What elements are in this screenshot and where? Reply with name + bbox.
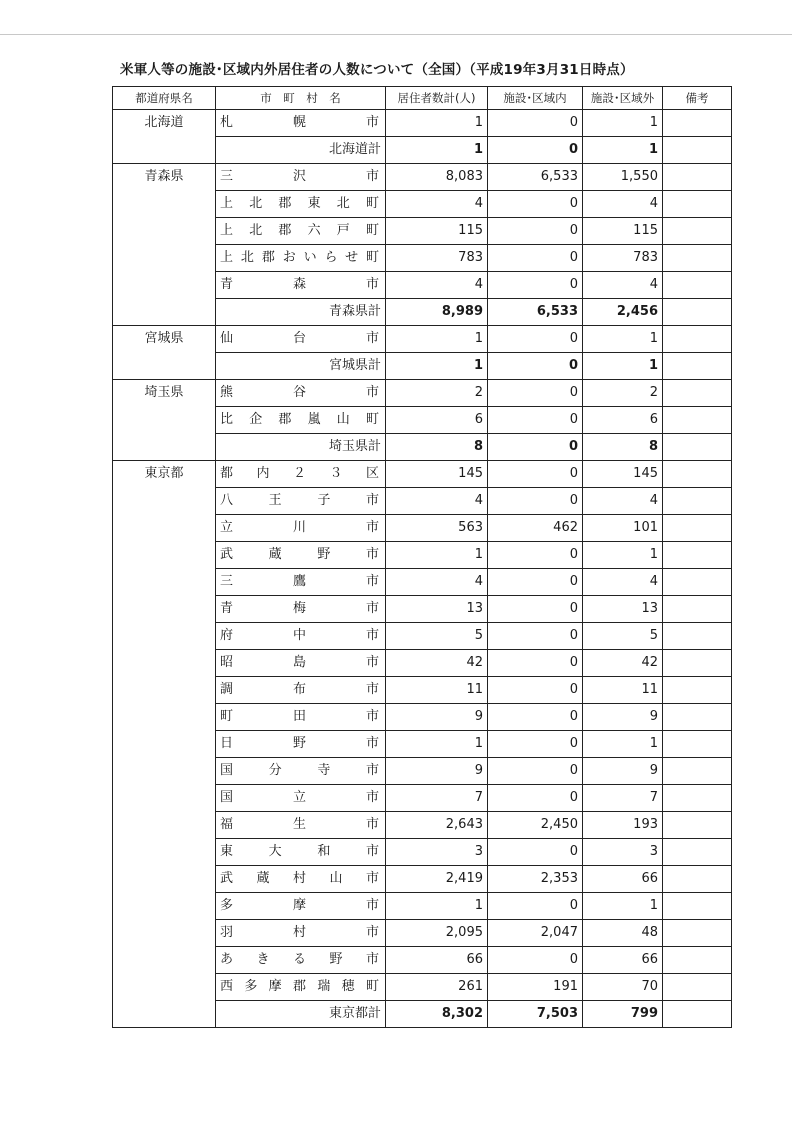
table-body: [113, 110, 732, 1028]
municipality-cell: 青森市: [216, 272, 386, 299]
outside-cell: 3: [583, 839, 663, 866]
municipality-cell: 三鷹市: [216, 569, 386, 596]
notes-cell: [663, 110, 732, 137]
municipality-cell: 熊谷市: [216, 380, 386, 407]
notes-cell: [663, 515, 732, 542]
notes-cell: [663, 299, 732, 326]
notes-cell: [663, 785, 732, 812]
inside-cell: 0: [488, 461, 583, 488]
total-cell: 42: [386, 650, 488, 677]
municipality-cell: 東大和市: [216, 839, 386, 866]
outside-cell: 115: [583, 218, 663, 245]
outside-cell: 783: [583, 245, 663, 272]
subtotal-inside-cell: 0: [488, 434, 583, 461]
total-cell: 4: [386, 488, 488, 515]
outside-cell: 1: [583, 326, 663, 353]
notes-cell: [663, 353, 732, 380]
prefecture-cell: 青森県: [113, 164, 216, 326]
municipality-cell: 調布市: [216, 677, 386, 704]
outside-cell: 42: [583, 650, 663, 677]
outside-cell: 11: [583, 677, 663, 704]
inside-cell: 0: [488, 542, 583, 569]
municipality-cell: 立川市: [216, 515, 386, 542]
total-cell: 9: [386, 758, 488, 785]
subtotal-outside-cell: 799: [583, 1001, 663, 1028]
subtotal-outside-cell: 1: [583, 137, 663, 164]
total-cell: 1: [386, 110, 488, 137]
notes-cell: [663, 893, 732, 920]
prefecture-cell: 東京都: [113, 461, 216, 1028]
subtotal-total-cell: 8,302: [386, 1001, 488, 1028]
notes-cell: [663, 569, 732, 596]
municipality-cell: 上北郡おいらせ町: [216, 245, 386, 272]
inside-cell: 0: [488, 704, 583, 731]
municipality-cell: 国分寺市: [216, 758, 386, 785]
subtotal-label: 青森県計: [216, 299, 386, 326]
total-cell: 1: [386, 542, 488, 569]
inside-cell: 0: [488, 677, 583, 704]
table-row: [113, 461, 732, 488]
header-inside: 施設･区域内: [488, 87, 583, 110]
total-cell: 8,083: [386, 164, 488, 191]
municipality-cell: 上北郡六戸町: [216, 218, 386, 245]
notes-cell: [663, 677, 732, 704]
inside-cell: 0: [488, 326, 583, 353]
header-prefecture: 都道府県名: [113, 87, 216, 110]
inside-cell: 0: [488, 110, 583, 137]
municipality-cell: 比企郡嵐山町: [216, 407, 386, 434]
inside-cell: 0: [488, 569, 583, 596]
outside-cell: 66: [583, 947, 663, 974]
outside-cell: 4: [583, 488, 663, 515]
municipality-cell: 都内２３区: [216, 461, 386, 488]
total-cell: 1: [386, 326, 488, 353]
subtotal-total-cell: 8: [386, 434, 488, 461]
outside-cell: 6: [583, 407, 663, 434]
total-cell: 261: [386, 974, 488, 1001]
subtotal-outside-cell: 1: [583, 353, 663, 380]
municipality-cell: 仙台市: [216, 326, 386, 353]
subtotal-label: 東京都計: [216, 1001, 386, 1028]
municipality-cell: 福生市: [216, 812, 386, 839]
inside-cell: 0: [488, 839, 583, 866]
notes-cell: [663, 596, 732, 623]
notes-cell: [663, 542, 732, 569]
municipality-cell: 上北郡東北町: [216, 191, 386, 218]
subtotal-inside-cell: 6,533: [488, 299, 583, 326]
subtotal-label: 埼玉県計: [216, 434, 386, 461]
outside-cell: 1,550: [583, 164, 663, 191]
municipality-cell: 府中市: [216, 623, 386, 650]
outside-cell: 4: [583, 191, 663, 218]
outside-cell: 13: [583, 596, 663, 623]
inside-cell: 0: [488, 596, 583, 623]
notes-cell: [663, 650, 732, 677]
inside-cell: 0: [488, 785, 583, 812]
notes-cell: [663, 1001, 732, 1028]
inside-cell: 0: [488, 731, 583, 758]
notes-cell: [663, 488, 732, 515]
outside-cell: 1: [583, 731, 663, 758]
notes-cell: [663, 380, 732, 407]
inside-cell: 0: [488, 893, 583, 920]
notes-cell: [663, 947, 732, 974]
inside-cell: 191: [488, 974, 583, 1001]
outside-cell: 70: [583, 974, 663, 1001]
notes-cell: [663, 866, 732, 893]
outside-cell: 1: [583, 110, 663, 137]
header-outside: 施設･区域外: [583, 87, 663, 110]
inside-cell: 0: [488, 947, 583, 974]
outside-cell: 7: [583, 785, 663, 812]
outside-cell: 145: [583, 461, 663, 488]
outside-cell: 4: [583, 569, 663, 596]
municipality-cell: 武蔵野市: [216, 542, 386, 569]
table-row: [113, 164, 732, 191]
inside-cell: 0: [488, 272, 583, 299]
outside-cell: 1: [583, 893, 663, 920]
notes-cell: [663, 812, 732, 839]
total-cell: 1: [386, 731, 488, 758]
header-municipality: 市 町 村 名: [216, 87, 386, 110]
total-cell: 7: [386, 785, 488, 812]
inside-cell: 0: [488, 407, 583, 434]
notes-cell: [663, 164, 732, 191]
notes-cell: [663, 218, 732, 245]
total-cell: 1: [386, 893, 488, 920]
subtotal-total-cell: 1: [386, 353, 488, 380]
outside-cell: 9: [583, 758, 663, 785]
table-row: [113, 110, 732, 137]
outside-cell: 193: [583, 812, 663, 839]
municipality-cell: 札幌市: [216, 110, 386, 137]
notes-cell: [663, 839, 732, 866]
prefecture-cell: 北海道: [113, 110, 216, 164]
outside-cell: 2: [583, 380, 663, 407]
table-row: [113, 380, 732, 407]
residents-table: [112, 86, 732, 1028]
notes-cell: [663, 326, 732, 353]
total-cell: 145: [386, 461, 488, 488]
inside-cell: 0: [488, 380, 583, 407]
total-cell: 66: [386, 947, 488, 974]
municipality-cell: 西多摩郡瑞穂町: [216, 974, 386, 1001]
total-cell: 2,643: [386, 812, 488, 839]
inside-cell: 462: [488, 515, 583, 542]
inside-cell: 2,450: [488, 812, 583, 839]
subtotal-outside-cell: 2,456: [583, 299, 663, 326]
prefecture-cell: 宮城県: [113, 326, 216, 380]
municipality-cell: 日野市: [216, 731, 386, 758]
total-cell: 563: [386, 515, 488, 542]
outside-cell: 5: [583, 623, 663, 650]
notes-cell: [663, 245, 732, 272]
total-cell: 9: [386, 704, 488, 731]
inside-cell: 0: [488, 650, 583, 677]
municipality-cell: 青梅市: [216, 596, 386, 623]
outside-cell: 101: [583, 515, 663, 542]
total-cell: 4: [386, 191, 488, 218]
total-cell: 2,419: [386, 866, 488, 893]
subtotal-total-cell: 1: [386, 137, 488, 164]
notes-cell: [663, 137, 732, 164]
municipality-cell: 八王子市: [216, 488, 386, 515]
total-cell: 115: [386, 218, 488, 245]
document-title: 米軍人等の施設･区域内外居住者の人数について（全国）（平成19年3月31日時点）: [120, 62, 634, 78]
notes-cell: [663, 272, 732, 299]
subtotal-inside-cell: 0: [488, 353, 583, 380]
table-row: [113, 326, 732, 353]
notes-cell: [663, 758, 732, 785]
municipality-cell: 羽村市: [216, 920, 386, 947]
subtotal-total-cell: 8,989: [386, 299, 488, 326]
notes-cell: [663, 461, 732, 488]
page-top-rule: [0, 34, 792, 35]
subtotal-inside-cell: 0: [488, 137, 583, 164]
outside-cell: 9: [583, 704, 663, 731]
notes-cell: [663, 704, 732, 731]
inside-cell: 0: [488, 488, 583, 515]
total-cell: 13: [386, 596, 488, 623]
total-cell: 2: [386, 380, 488, 407]
prefecture-cell: 埼玉県: [113, 380, 216, 461]
outside-cell: 48: [583, 920, 663, 947]
table-header-row: [113, 87, 732, 110]
municipality-cell: 多摩市: [216, 893, 386, 920]
notes-cell: [663, 407, 732, 434]
total-cell: 6: [386, 407, 488, 434]
inside-cell: 2,353: [488, 866, 583, 893]
subtotal-label: 宮城県計: [216, 353, 386, 380]
inside-cell: 0: [488, 623, 583, 650]
notes-cell: [663, 920, 732, 947]
total-cell: 11: [386, 677, 488, 704]
notes-cell: [663, 623, 732, 650]
header-notes: 備考: [663, 87, 732, 110]
inside-cell: 0: [488, 191, 583, 218]
notes-cell: [663, 191, 732, 218]
subtotal-outside-cell: 8: [583, 434, 663, 461]
total-cell: 3: [386, 839, 488, 866]
total-cell: 4: [386, 272, 488, 299]
header-total: 居住者数計(人): [386, 87, 488, 110]
municipality-cell: 武蔵村山市: [216, 866, 386, 893]
outside-cell: 4: [583, 272, 663, 299]
municipality-cell: 三沢市: [216, 164, 386, 191]
municipality-cell: 町田市: [216, 704, 386, 731]
notes-cell: [663, 731, 732, 758]
subtotal-label: 北海道計: [216, 137, 386, 164]
outside-cell: 66: [583, 866, 663, 893]
total-cell: 4: [386, 569, 488, 596]
notes-cell: [663, 974, 732, 1001]
notes-cell: [663, 434, 732, 461]
total-cell: 5: [386, 623, 488, 650]
municipality-cell: 国立市: [216, 785, 386, 812]
inside-cell: 0: [488, 218, 583, 245]
inside-cell: 2,047: [488, 920, 583, 947]
inside-cell: 6,533: [488, 164, 583, 191]
total-cell: 2,095: [386, 920, 488, 947]
outside-cell: 1: [583, 542, 663, 569]
municipality-cell: あきる野市: [216, 947, 386, 974]
inside-cell: 0: [488, 758, 583, 785]
municipality-cell: 昭島市: [216, 650, 386, 677]
inside-cell: 0: [488, 245, 583, 272]
subtotal-inside-cell: 7,503: [488, 1001, 583, 1028]
total-cell: 783: [386, 245, 488, 272]
